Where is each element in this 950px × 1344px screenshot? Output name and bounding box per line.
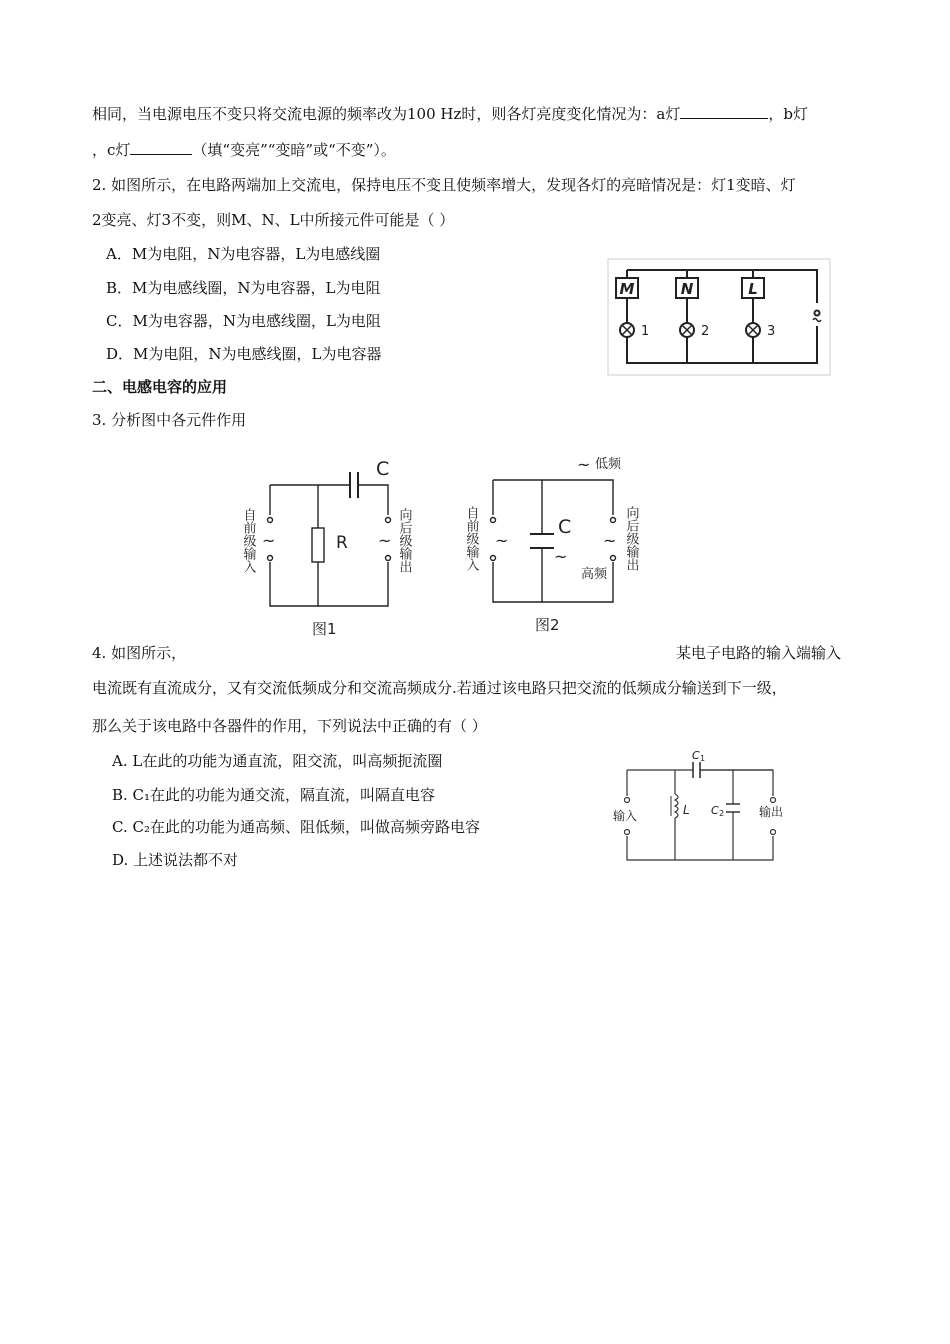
fig2-caption: 图2 — [535, 616, 560, 634]
q4-line3: 那么关于该电路中各器件的作用，下列说法中正确的有（ ） — [92, 717, 487, 735]
q2-option-c: C．M为电容器，N为电感线圈，L为电阻 — [106, 312, 381, 330]
q4-option-b: B. C₁在此的功能为通交流，隔直流，叫隔直电容 — [112, 786, 436, 804]
lamp-2-label: 2 — [701, 324, 710, 339]
q4-option-c: C. C₂在此的功能为通高频、阻低频，叫做高频旁路电容 — [112, 818, 480, 836]
q4-circuit-figure — [605, 748, 815, 868]
q1-line2 — [92, 138, 396, 161]
fig1-r-label: R — [336, 533, 348, 553]
q4-c2-label: C — [711, 804, 719, 817]
answer-blank-a[interactable] — [680, 102, 768, 119]
box-n-label: N — [680, 280, 694, 298]
q2-option-b: B．M为电感线圈，N为电容器，L为电阻 — [106, 279, 381, 297]
answer-blank-c[interactable] — [130, 138, 192, 155]
q4-lead-right: 某电子电路的输入端输入 — [676, 644, 842, 662]
fig2-ac-in: ~ — [495, 531, 509, 550]
fig1-ac-in: ~ — [262, 531, 276, 550]
q1-c-label: ，c灯 — [92, 141, 131, 159]
q4-option-a: A. L在此的功能为通直流，阻交流，叫高频扼流圈 — [112, 752, 443, 770]
fig1-out-label: 向后级输出 — [396, 508, 412, 573]
fig2-c-label: C — [558, 516, 572, 538]
q1-hint: （填“变亮”“变暗”或“不变”）。 — [192, 141, 396, 159]
q2-circuit-figure — [607, 258, 831, 376]
fig2-high-label: 高频 — [581, 567, 608, 582]
q2-line2: 2变亮、灯3不变，则M、N、L中所接元件可能是（ ） — [92, 211, 455, 229]
lamp-1 — [620, 323, 649, 339]
fig1-in-label: 自前级输入 — [240, 508, 256, 573]
fig2-ac-high: ~ — [554, 547, 568, 566]
box-l-label: L — [748, 280, 758, 298]
q1-b-label: ，b灯 — [768, 105, 808, 123]
q2-option-a: A．M为电阻，N为电容器，L为电感线圈 — [106, 245, 381, 263]
fig2-out-label: 向后级输出 — [623, 506, 639, 571]
q3-figure-2 — [455, 450, 655, 640]
q4-l-label: L — [683, 803, 690, 817]
q3-text: 3. 分析图中各元件作用 — [92, 411, 247, 429]
q4-line2: 电流既有直流成分，又有交流低频成分和交流高频成分.若通过该电路只把交流的低频成分输送到下一级， — [92, 679, 787, 697]
q1-line1 — [92, 102, 808, 125]
fig2-in-label: 自前级输入 — [463, 506, 479, 571]
fig2-ac-out: ~ — [603, 531, 617, 550]
lamp-3 — [746, 323, 775, 339]
box-m — [616, 278, 638, 298]
box-n — [676, 278, 698, 298]
lamp-3-label: 3 — [767, 324, 776, 339]
lamp-1-label: 1 — [641, 324, 650, 339]
q3-figure-1 — [232, 450, 422, 640]
q2-option-d: D．M为电阻，N为电感线圈，L为电容器 — [106, 345, 382, 363]
q4-c1-label: C — [692, 749, 700, 762]
q4-lead: 4. 如图所示， — [92, 644, 187, 662]
q4-out-label: 输出 — [759, 805, 784, 819]
fig2-low-label: 低频 — [595, 457, 622, 472]
fig1-ac-out: ~ — [378, 531, 392, 550]
q4-option-d: D. 上述说法都不对 — [112, 851, 239, 869]
q4-c2-sub: 2 — [719, 809, 725, 818]
q1-text: 相同，当电源电压不变只将交流电源的频率改为100 Hz时，则各灯亮度变化情况为：a灯 — [92, 105, 681, 123]
fig1-c-label: C — [376, 458, 390, 480]
q4-c1-sub: 1 — [700, 754, 706, 763]
fig1-caption: 图1 — [312, 620, 337, 638]
lamp-2 — [680, 323, 709, 339]
fig2-ac-low: ~ — [577, 455, 591, 474]
q2-line1: 2. 如图所示，在电路两端加上交流电，保持电压不变且使频率增大，发现各灯的亮暗情况是：灯1变暗、灯 — [92, 176, 796, 194]
section-heading: 二、电感电容的应用 — [92, 378, 228, 396]
box-l — [742, 278, 764, 298]
box-m-label: M — [619, 280, 635, 298]
q4-in-label: 输入 — [613, 809, 638, 823]
